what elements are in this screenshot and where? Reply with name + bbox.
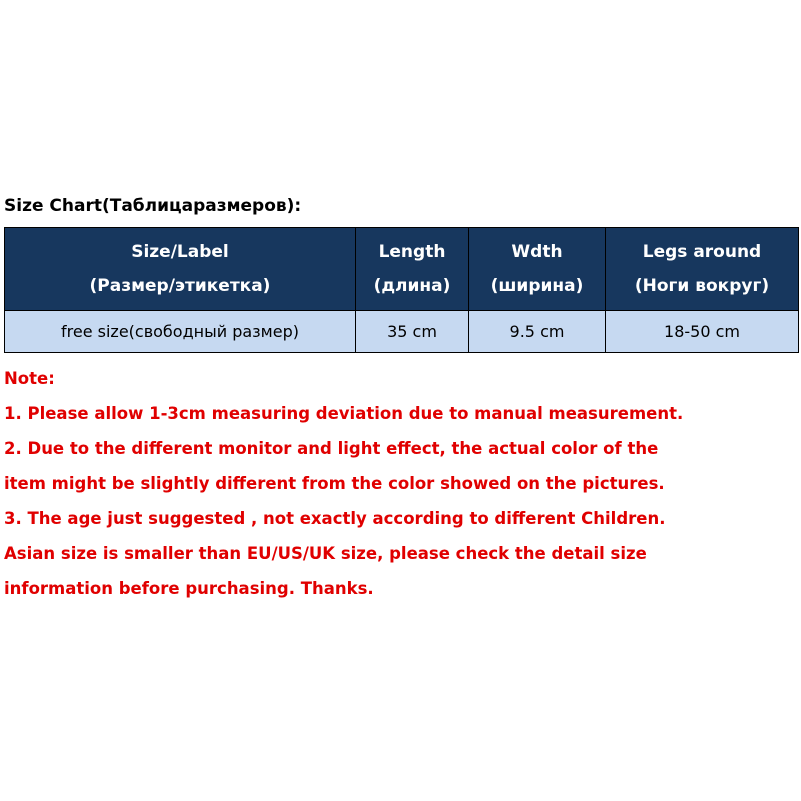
header-label-en: Legs around [642, 242, 762, 262]
header-length [356, 228, 469, 311]
cell-width: 9.5 cm [469, 311, 606, 353]
header-width [469, 228, 606, 311]
header-legs-around [606, 228, 799, 311]
header-label-en: Size/Label [131, 242, 229, 262]
note-line: 3. The age just suggested , not exactly according to different Children. [4, 509, 666, 528]
table-row [5, 311, 799, 353]
table-header-row [5, 228, 799, 311]
note-heading: Note: [4, 369, 55, 388]
header-label-ru: (Ноги вокруг) [634, 276, 770, 296]
cell-length: 35 cm [356, 311, 469, 353]
cell-size: free size(свободный размер) [5, 311, 356, 353]
note-line: Asian size is smaller than EU/US/UK size, please check the detail size [4, 544, 647, 563]
header-label-ru: (ширина) [490, 276, 584, 296]
size-chart-title: Size Chart(Таблицаразмеров): [4, 196, 302, 216]
header-size-label [5, 228, 356, 311]
header-label-ru: (длина) [373, 276, 451, 296]
header-label-ru: (Размер/этикетка) [89, 276, 271, 296]
notes-section [4, 364, 799, 609]
note-line: information before purchasing. Thanks. [4, 579, 374, 598]
note-line: item might be slightly different from the color showed on the pictures. [4, 474, 665, 493]
note-line: 1. Please allow 1-3cm measuring deviation due to manual measurement. [4, 404, 684, 423]
header-label-en: Length [378, 242, 446, 262]
header-label-en: Wdth [511, 242, 563, 262]
note-line: 2. Due to the different monitor and light effect, the actual color of the [4, 439, 659, 458]
cell-legs-around: 18-50 cm [606, 311, 799, 353]
size-chart-table [4, 227, 799, 353]
